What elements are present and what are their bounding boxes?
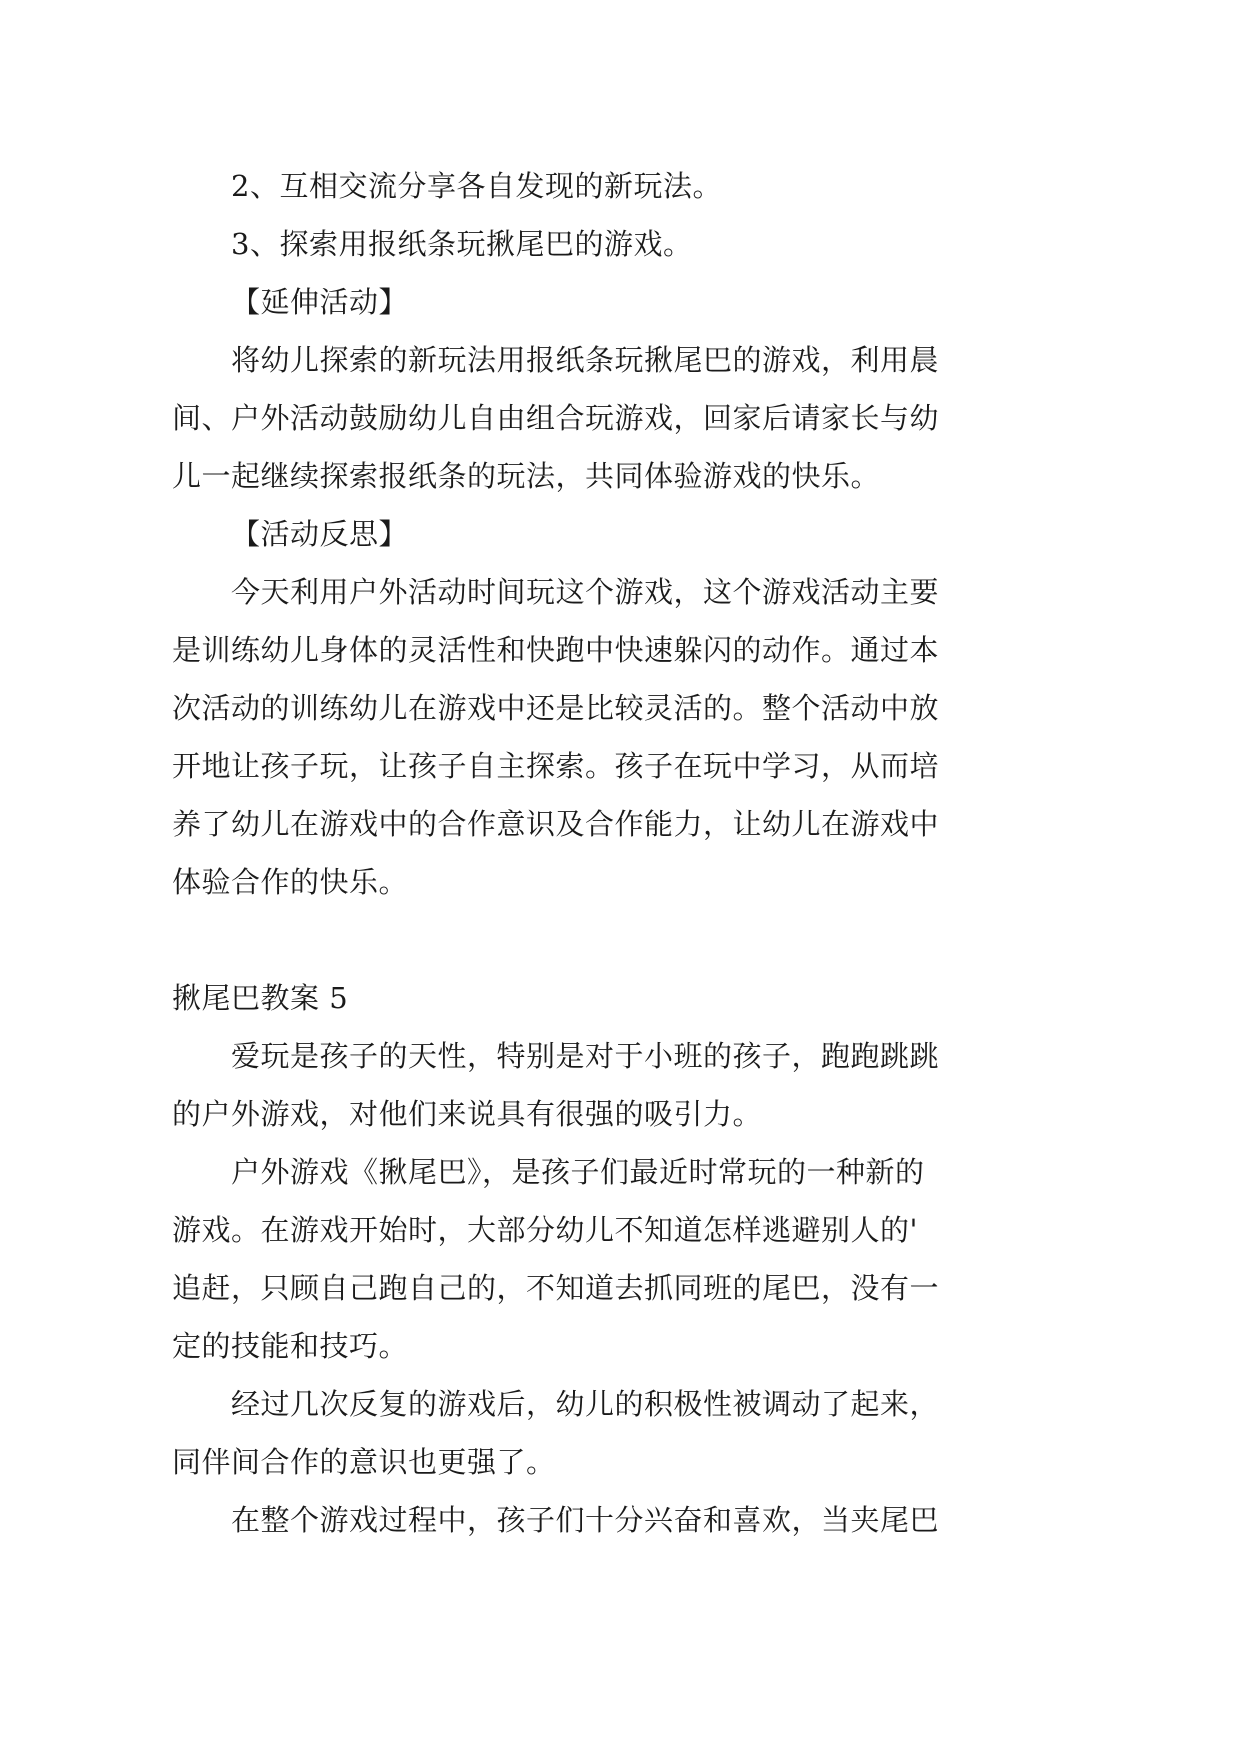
section-heading-reflection: 【活动反思】 — [231, 517, 409, 551]
process-step: 3、探索用报纸条玩揪尾巴的游戏。 — [231, 227, 693, 261]
paragraph-line: 户外游戏《揪尾巴》，是孩子们最近时常玩的一种新的 — [231, 1155, 925, 1189]
paragraph-line: 体验合作的快乐。 — [172, 865, 409, 899]
paragraph-line: 今天利用户外活动时间玩这个游戏，这个游戏活动主要 — [231, 575, 940, 609]
paragraph-line: 将幼儿探索的新玩法用报纸条玩揪尾巴的游戏，利用晨 — [231, 343, 940, 377]
paragraph-line: 经过几次反复的游戏后，幼儿的积极性被调动了起来， — [231, 1387, 940, 1421]
paragraph-line: 爱玩是孩子的天性，特别是对于小班的孩子，跑跑跳跳 — [231, 1039, 940, 1073]
paragraph-line: 游戏。在游戏开始时，大部分幼儿不知道怎样逃避别人的' — [172, 1213, 918, 1247]
paragraph — [172, 1027, 1112, 1143]
paragraph-line: 在整个游戏过程中，孩子们十分兴奋和喜欢，当夹尾巴 — [231, 1503, 940, 1537]
paragraph-line: 追赶，只顾自己跑自己的，不知道去抓同班的尾巴，没有一 — [172, 1271, 940, 1305]
paragraph-line: 定的技能和技巧。 — [172, 1329, 409, 1363]
paragraph — [172, 563, 1112, 911]
process-step: 2、互相交流分享各自发现的新玩法。 — [231, 169, 722, 203]
lesson-title: 揪尾巴教案 5 — [172, 981, 349, 1015]
paragraph-line: 同伴间合作的意识也更强了。 — [172, 1445, 556, 1479]
paragraph-line: 是训练幼儿身体的灵活性和快跑中快速躲闪的动作。通过本 — [172, 633, 940, 667]
blank-line — [172, 911, 1112, 969]
paragraph-line: 次活动的训练幼儿在游戏中还是比较灵活的。整个活动中放 — [172, 691, 940, 725]
paragraph-line: 养了幼儿在游戏中的合作意识及合作能力，让幼儿在游戏中 — [172, 807, 940, 841]
paragraph — [172, 1143, 1112, 1375]
paragraph — [172, 1375, 1112, 1491]
paragraph-line: 间、户外活动鼓励幼儿自由组合玩游戏，回家后请家长与幼 — [172, 401, 940, 435]
paragraph — [172, 331, 1112, 505]
paragraph — [172, 1491, 1112, 1549]
paragraph-line: 儿一起继续探索报纸条的玩法，共同体验游戏的快乐。 — [172, 459, 881, 493]
section-heading-extension: 【延伸活动】 — [231, 285, 409, 319]
document-body — [172, 157, 1112, 1549]
paragraph-line: 开地让孩子玩，让孩子自主探索。孩子在玩中学习，从而培 — [172, 749, 940, 783]
paragraph-line: 的户外游戏，对他们来说具有很强的吸引力。 — [172, 1097, 763, 1131]
